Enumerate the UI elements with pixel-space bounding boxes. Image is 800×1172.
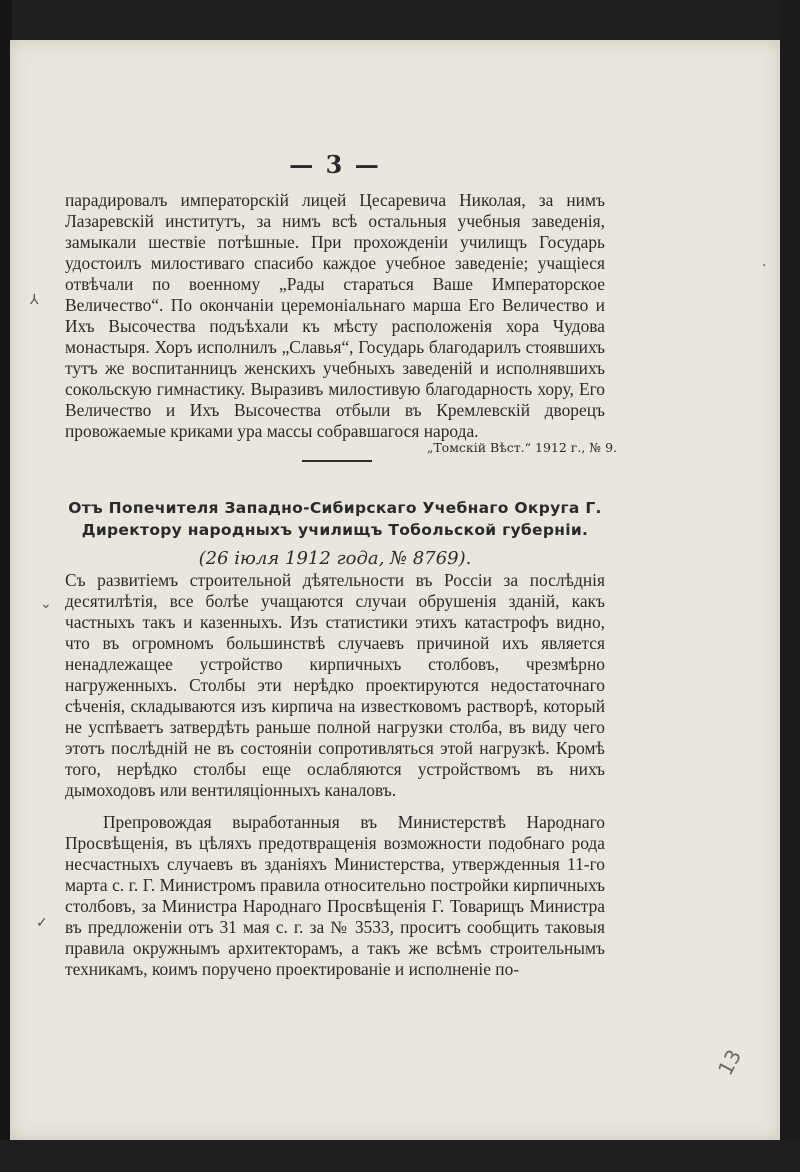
margin-mark: · bbox=[762, 258, 767, 274]
scan-right-border bbox=[780, 0, 800, 1172]
source-citation: „Томскій Вѣст.“ 1912 г., № 9. bbox=[426, 440, 617, 455]
margin-mark: ⅄ bbox=[30, 292, 39, 308]
page-number: — 3 — bbox=[289, 150, 381, 179]
margin-mark: ✓ bbox=[36, 915, 48, 931]
section-divider bbox=[302, 460, 372, 462]
scan-top-border bbox=[0, 0, 800, 42]
paragraph-parade: парадировалъ императорскій лицей Цесаревича Николая, за нимъ Лазаревскій институтъ, за нимъ всѣ остальныя учебныя заведенія, замыкали шествіе потѣшные. При прохожденіи училищъ Государь удостоилъ милостиваго спасибо каждое учебное заведеніе; учащіеся отвѣчали по военному „Рады стараться Ваше Императорское Величество“. По окончаніи церемоніальнаго марша Его Величество и Ихъ Высочества подъѣхали къ мѣсту расположенія хора Чудова монастыря. Хоръ исполнилъ „Славья“, Государь благодарилъ стоявшихъ тутъ же воспитанницъ женскихъ учебныхъ заведеній и исполнявшихъ сокольскую гимнастику. Выразивъ милостивую благодарность хору, Его Величество и Ихъ Высочества отбыли въ Кремлевскій дворецъ провожаемые криками ура массы собравшагося народа. bbox=[65, 190, 605, 441]
margin-mark: ⌄ bbox=[40, 596, 52, 612]
handwritten-folio-number: 13 bbox=[713, 1045, 747, 1080]
document-heading: Отъ Попечителя Западно-Сибирскаго Учебнаго Округа Г. Директору народныхъ училищъ Тобольской губерніи. bbox=[68, 499, 602, 539]
paragraph-instructions: Препровождая выработанныя въ Министерствѣ Народнаго Просвѣщенія, въ цѣляхъ предотвращенія возможности подобнаго рода несчастныхъ случаевъ въ зданіяхъ Министерства, утвержденныя 11-го марта с. г. Г. Министромъ правила относительно постройки кирпичныхъ столбовъ, за Министра Народнаго Просвѣщенія Г. Товарищъ Министра въ предложеніи отъ 31 мая с. г. за № 3533, проситъ сообщить таковыя правила окружнымъ архитекторамъ, а такъ же всѣмъ строительнымъ техникамъ, коимъ поручено проектированіе и исполненіе по- bbox=[65, 812, 605, 979]
paragraph-construction: Съ развитіемъ строительной дѣятельности въ Россіи за послѣднія десятилѣтія, все болѣе учащаются случаи обрушенія зданій, какъ частныхъ такъ и казенныхъ. Изъ статистики этихъ катастрофъ видно, что въ огромномъ большинствѣ случаевъ причиной ихъ является ненадлежащее устройство кирпичныхъ столбовъ, чрезмѣрно нагруженныхъ. Столбы эти нерѣдко проектируются недостаточнаго сѣченія, складываются изъ кирпича на известковомъ растворѣ, который не успѣваетъ затвердѣть раньше полной нагрузки столба, въ виду чего этотъ послѣдній не въ состояніи сопротивляться этой нагрузкѣ. Кромѣ того, нерѣдко столбы еще ослабляются устройствомъ въ нихъ дымоходовъ или вентиляціонныхъ каналовъ. bbox=[65, 570, 605, 800]
scan-bottom-border bbox=[0, 1140, 800, 1172]
document-dateline: (26 іюля 1912 года, № 8769). bbox=[198, 548, 472, 569]
